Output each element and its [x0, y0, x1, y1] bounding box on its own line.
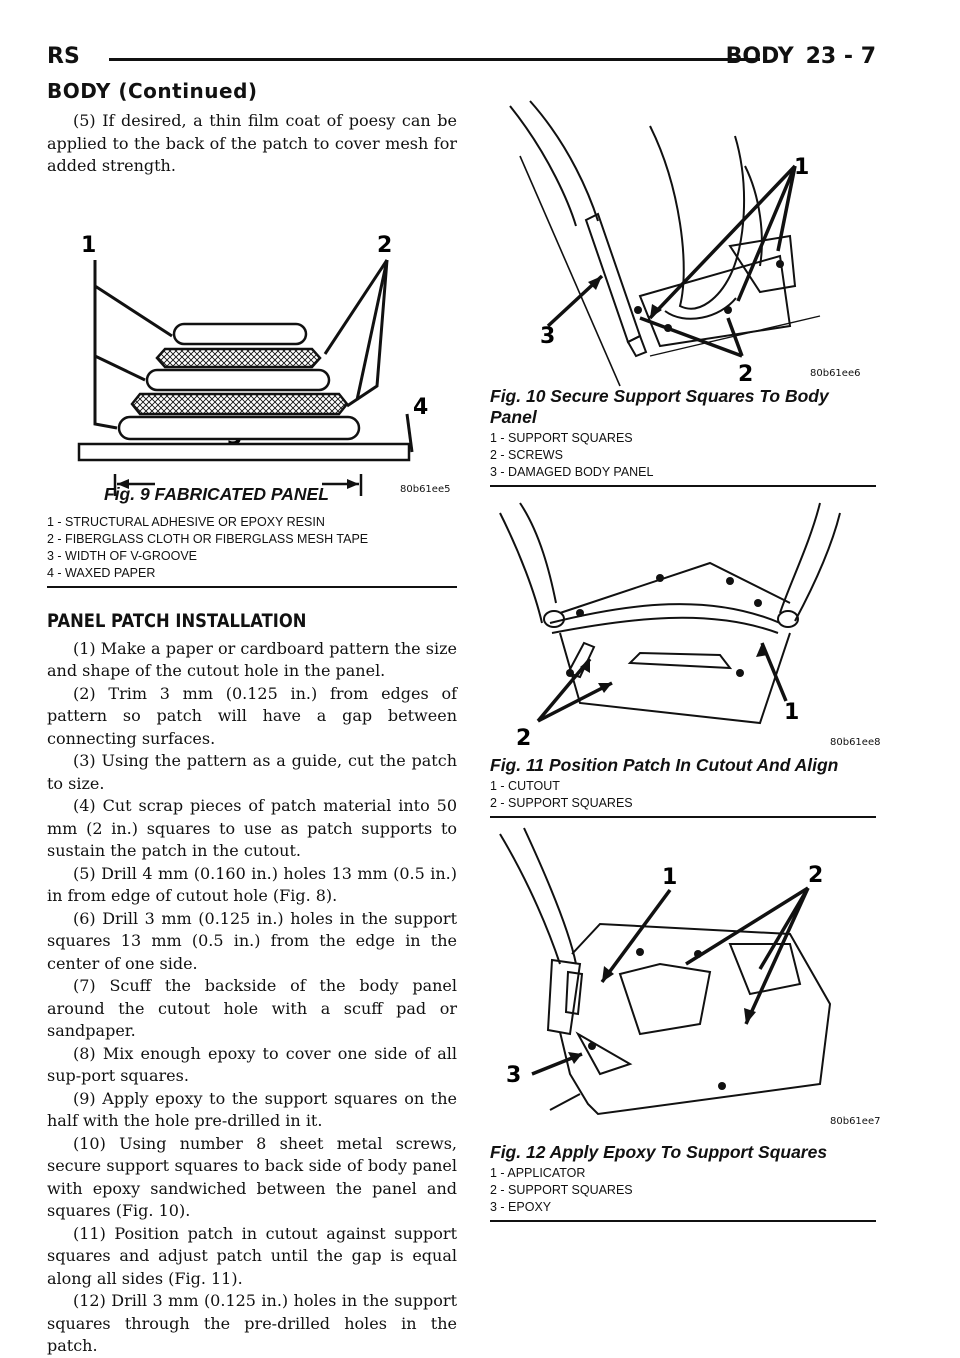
fig11-illustration	[490, 493, 876, 755]
fig12-illustration	[490, 824, 876, 1142]
fig9-callout-2: 2	[377, 232, 393, 258]
page-header	[0, 38, 960, 78]
legend-item: 1 - STRUCTURAL ADHESIVE OR EPOXY RESIN	[47, 514, 325, 529]
fig9-code: 80b61ee5	[400, 483, 451, 495]
fig11-caption: Fig. 11 Position Patch In Cutout And Align	[490, 755, 839, 775]
figure-11	[490, 493, 881, 755]
fig12-callout-2: 2	[808, 863, 824, 888]
fig10-code: 80b61ee6	[810, 368, 861, 379]
header-rule	[109, 58, 760, 61]
step: (11) Position patch in cutout against support squares and adjust patch until the gap is equal along all sides (Fig. 11).	[47, 1223, 457, 1288]
legend-item: 2 - FIBERGLASS CLOTH OR FIBERGLASS MESH TAPE	[47, 531, 369, 546]
step: (7) Scuff the backside of the body panel around the cutout hole with a scuff pad or sandpaper.	[47, 976, 457, 1040]
continued-heading: BODY (Continued)	[47, 79, 258, 103]
section-title: PANEL PATCH INSTALLATION	[47, 609, 307, 632]
fig12-callout-1: 1	[662, 865, 678, 890]
legend-item: 3 - WIDTH OF V-GROOVE	[47, 548, 198, 563]
step: (3) Using the pattern as a guide, cut the patch to size.	[47, 751, 457, 793]
fig11-legend	[490, 778, 876, 812]
legend-item: 3 - EPOXY	[490, 1200, 552, 1214]
header-right	[726, 44, 876, 69]
figure-12	[490, 824, 881, 1142]
legend-item: 3 - DAMAGED BODY PANEL	[490, 465, 654, 479]
header-page-number: 23 - 7	[805, 44, 876, 69]
legend-item: 2 - SUPPORT SQUARES	[490, 796, 633, 810]
step: (1) Make a paper or cardboard pattern the size and shape of the cutout hole in the panel.	[47, 638, 457, 680]
fig10-callout-1: 1	[794, 155, 810, 180]
figure-10	[490, 96, 876, 386]
fig9-rule	[47, 586, 457, 588]
fig9-caption: Fig. 9 FABRICATED PANEL	[104, 483, 329, 504]
fig12-code: 80b61ee7	[830, 1116, 881, 1127]
legend-item: 2 - SUPPORT SQUARES	[490, 1183, 633, 1197]
intro-paragraph: (5) If desired, a thin film coat of poesy can be applied to the back of the patch to cover mesh for added strength.	[47, 111, 457, 175]
right-column	[490, 96, 881, 1222]
step: (6) Drill 3 mm (0.125 in.) holes in the support squares 13 mm (0.5 in.) from the edge in the center of one side.	[47, 908, 457, 973]
fig9-illustration	[47, 186, 457, 504]
fig11-callout-1: 1	[784, 700, 800, 725]
header-section: BODY	[725, 44, 794, 69]
fig12-caption: Fig. 12 Apply Epoxy To Support Squares	[490, 1142, 828, 1162]
fig10-illustration	[490, 96, 876, 386]
step: (9) Apply epoxy to the support squares on the half with the hole pre-drilled in it.	[47, 1088, 457, 1130]
fig9-legend	[47, 514, 457, 582]
legend-item: 1 - SUPPORT SQUARES	[490, 431, 633, 445]
step: (5) Drill 4 mm (0.160 in.) holes 13 mm (0.5 in.) in from edge of cutout hole (Fig. 8).	[47, 863, 457, 905]
fig9-callout-1: 1	[81, 232, 97, 258]
fig11-rule	[490, 816, 876, 818]
legend-item: 1 - CUTOUT	[490, 779, 560, 793]
fig9-callout-4: 4	[413, 394, 429, 420]
left-column	[47, 110, 457, 1358]
figure-9	[47, 186, 457, 504]
step: (4) Cut scrap pieces of patch material into 50 mm (2 in.) squares to use as patch supports to sustain the patch in the cutout.	[47, 796, 457, 860]
step: (12) Drill 3 mm (0.125 in.) holes in the support squares through the pre-drilled holes in the patch.	[47, 1291, 457, 1355]
fig12-callout-3: 3	[506, 1063, 522, 1088]
header-left: RS	[47, 44, 80, 69]
fig10-callout-3: 3	[540, 324, 556, 349]
fig10-caption: Fig. 10 Secure Support Squares To Body Panel	[490, 386, 829, 427]
fig12-rule	[490, 1220, 876, 1222]
legend-item: 4 - WAXED PAPER	[47, 565, 156, 580]
fig10-rule	[490, 485, 876, 487]
step: (8) Mix enough epoxy to cover one side of all sup-port squares.	[47, 1043, 457, 1085]
step: (2) Trim 3 mm (0.125 in.) from edges of pattern so patch will have a gap between connecting surfaces.	[47, 683, 457, 748]
fig12-legend	[490, 1165, 876, 1216]
fig10-callout-2: 2	[738, 362, 754, 387]
legend-item: 2 - SCREWS	[490, 448, 563, 462]
legend-item: 1 - APPLICATOR	[490, 1166, 586, 1180]
fig11-callout-2: 2	[516, 726, 532, 751]
fig10-legend	[490, 430, 876, 481]
step: (10) Using number 8 sheet metal screws, secure support squares to back side of body panel with epoxy sandwiched between the panel and squares (Fig. 10).	[47, 1133, 457, 1220]
fig11-code: 80b61ee8	[830, 737, 881, 748]
